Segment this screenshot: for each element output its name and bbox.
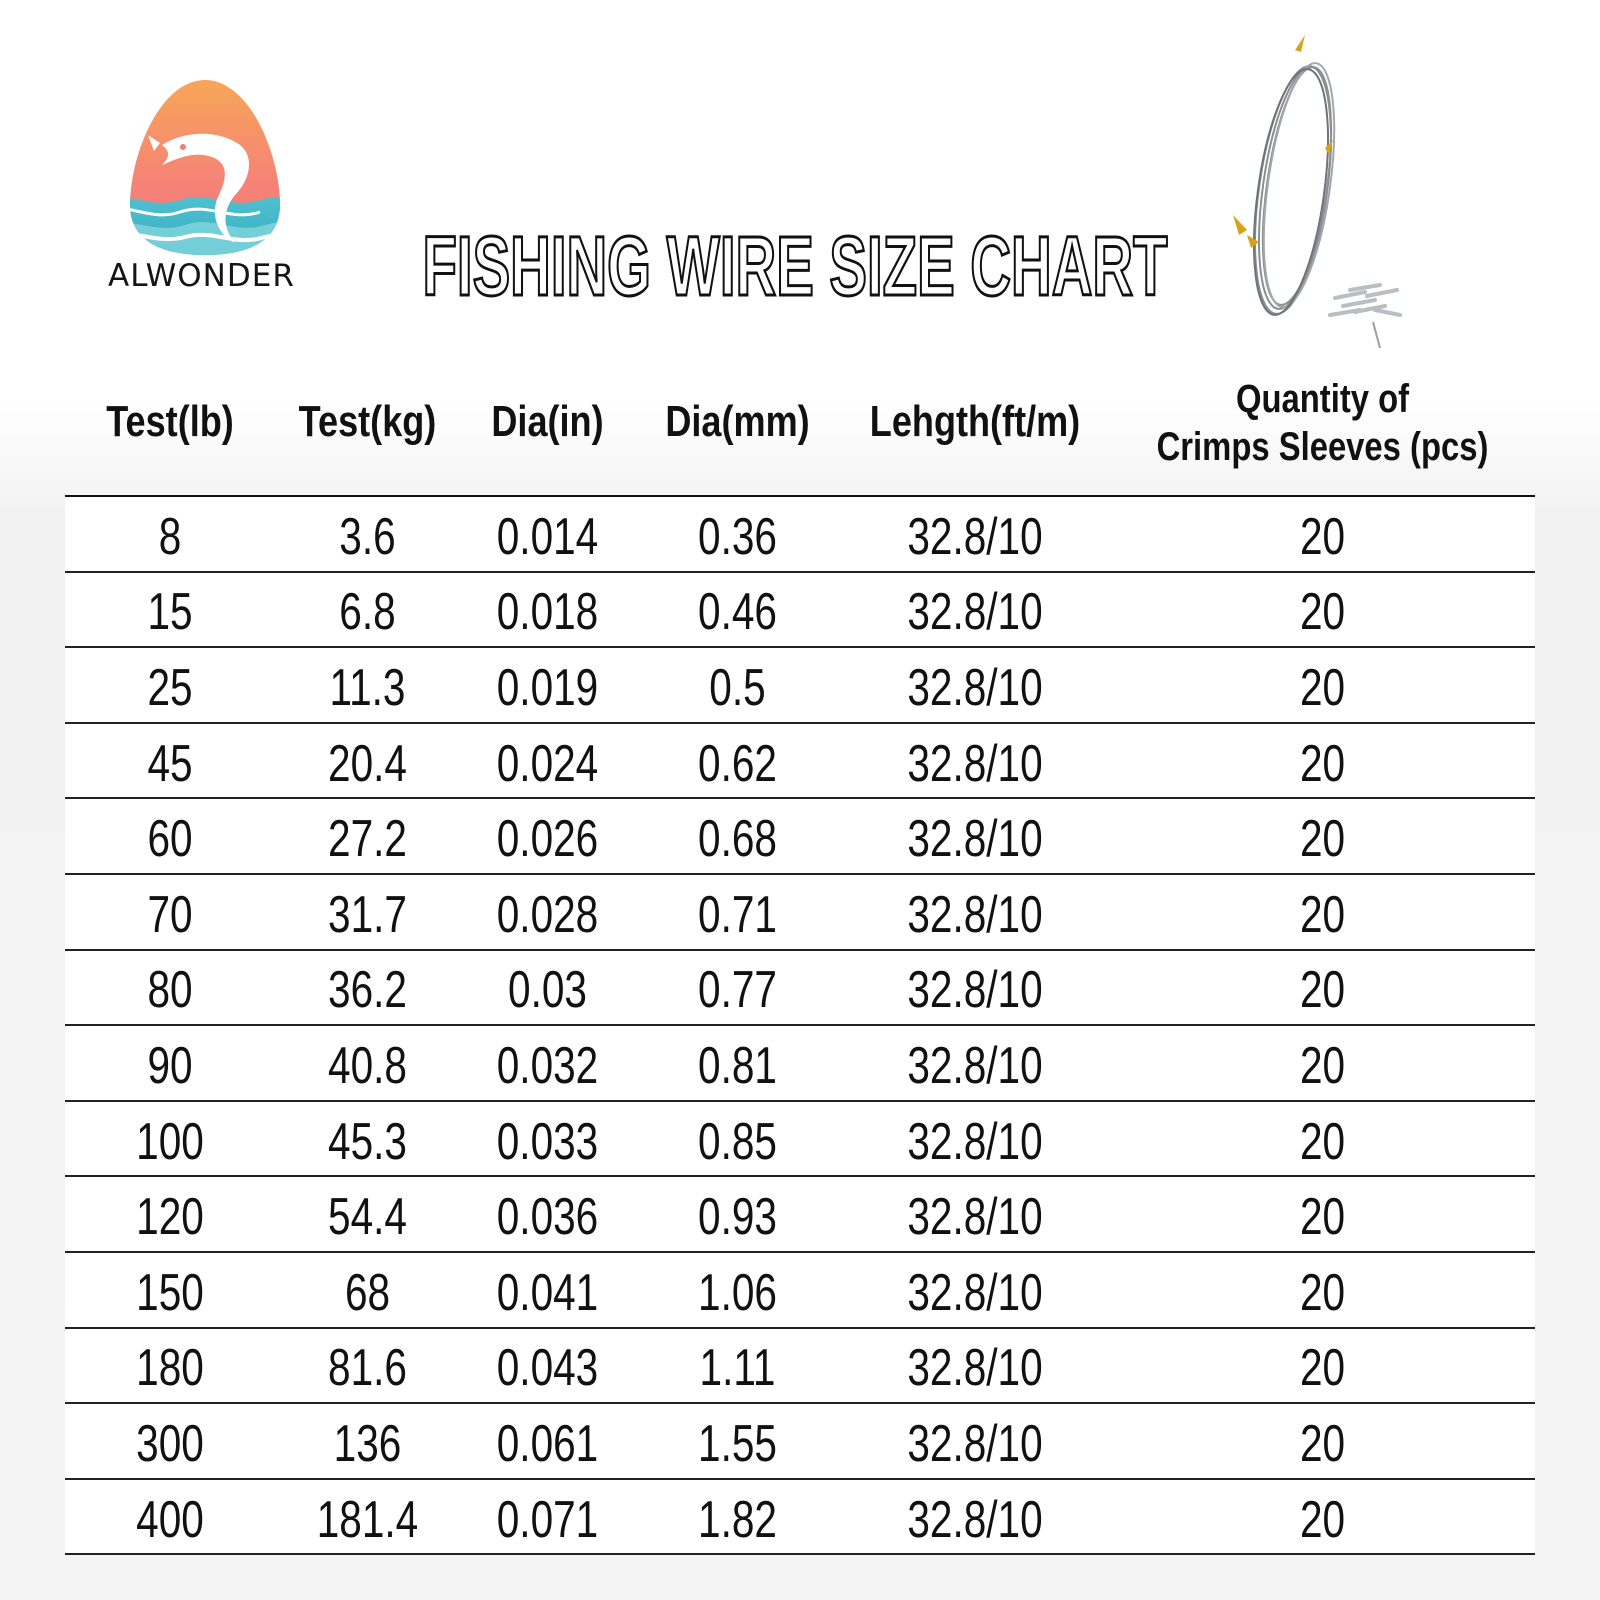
header-dia-mm: Dia(mm) bbox=[665, 397, 810, 447]
cell-test-kg: 36.2 bbox=[328, 961, 407, 1020]
table-row bbox=[65, 1329, 1535, 1405]
cell-length: 32.8/10 bbox=[907, 734, 1043, 793]
cell-test-kg: 27.2 bbox=[328, 810, 407, 869]
cell-test-kg: 3.6 bbox=[339, 507, 396, 566]
header-crimp-qty-line1: Quantity of bbox=[1235, 376, 1410, 421]
cell-crimp-qty: 20 bbox=[1299, 583, 1346, 642]
header-crimp-qty bbox=[1148, 350, 1497, 495]
cell-test-kg: 11.3 bbox=[329, 658, 406, 717]
cell-dia-mm: 0.71 bbox=[698, 885, 777, 944]
table-row bbox=[65, 951, 1535, 1027]
table-row bbox=[65, 1102, 1535, 1178]
cell-test-lb: 400 bbox=[136, 1490, 204, 1549]
cell-test-kg: 136 bbox=[333, 1414, 402, 1473]
cell-length: 32.8/10 bbox=[907, 1263, 1043, 1322]
cell-dia-mm: 1.06 bbox=[698, 1263, 777, 1322]
cell-dia-in: 0.032 bbox=[496, 1036, 599, 1095]
cell-dia-mm: 0.81 bbox=[698, 1036, 777, 1095]
cell-test-lb: 150 bbox=[136, 1263, 204, 1322]
table-row bbox=[65, 1480, 1535, 1556]
cell-dia-in: 0.026 bbox=[496, 810, 599, 869]
cell-test-lb: 300 bbox=[136, 1414, 204, 1473]
cell-test-lb: 80 bbox=[147, 961, 193, 1020]
cell-dia-mm: 0.62 bbox=[698, 734, 777, 793]
table-row bbox=[65, 648, 1535, 724]
cell-length: 32.8/10 bbox=[907, 885, 1043, 944]
cell-length: 32.8/10 bbox=[907, 1188, 1043, 1247]
cell-dia-mm: 0.46 bbox=[698, 583, 777, 642]
cell-test-kg: 20.4 bbox=[328, 734, 407, 793]
cell-test-lb: 100 bbox=[136, 1112, 204, 1171]
wire-coil-image bbox=[1235, 30, 1465, 340]
cell-crimp-qty: 20 bbox=[1299, 1490, 1346, 1549]
cell-dia-in: 0.041 bbox=[496, 1263, 599, 1322]
cell-dia-in: 0.014 bbox=[496, 507, 599, 566]
table-row bbox=[65, 1177, 1535, 1253]
cell-crimp-qty: 20 bbox=[1299, 1112, 1346, 1171]
cell-dia-mm: 0.36 bbox=[698, 507, 777, 566]
cell-dia-in: 0.061 bbox=[496, 1414, 599, 1473]
fish-logo-icon bbox=[100, 75, 310, 275]
cell-length: 32.8/10 bbox=[907, 658, 1043, 717]
cell-test-lb: 70 bbox=[147, 885, 193, 944]
cell-test-lb: 45 bbox=[147, 734, 193, 793]
cell-test-lb: 180 bbox=[136, 1339, 204, 1398]
cell-crimp-qty: 20 bbox=[1299, 1036, 1346, 1095]
brand-name: ALWONDER bbox=[108, 258, 295, 294]
cell-test-kg: 54.4 bbox=[328, 1188, 407, 1247]
cell-dia-mm: 1.55 bbox=[698, 1414, 777, 1473]
cell-dia-mm: 1.11 bbox=[699, 1339, 776, 1398]
cell-dia-in: 0.033 bbox=[496, 1112, 599, 1171]
cell-test-lb: 60 bbox=[147, 810, 193, 869]
table-row bbox=[65, 724, 1535, 800]
cell-dia-mm: 1.82 bbox=[698, 1490, 777, 1549]
cell-length: 32.8/10 bbox=[907, 583, 1043, 642]
page-title bbox=[405, 210, 1185, 320]
cell-dia-mm: 0.77 bbox=[698, 961, 777, 1020]
cell-test-kg: 31.7 bbox=[328, 885, 407, 944]
table-row bbox=[65, 799, 1535, 875]
size-chart-table bbox=[65, 350, 1535, 1555]
table-row bbox=[65, 1026, 1535, 1102]
cell-crimp-qty: 20 bbox=[1299, 658, 1346, 717]
cell-test-kg: 40.8 bbox=[328, 1036, 407, 1095]
cell-dia-in: 0.028 bbox=[496, 885, 599, 944]
cell-crimp-qty: 20 bbox=[1299, 1188, 1346, 1247]
cell-crimp-qty: 20 bbox=[1299, 810, 1346, 869]
cell-dia-in: 0.043 bbox=[496, 1339, 599, 1398]
cell-test-lb: 8 bbox=[158, 507, 182, 566]
cell-length: 32.8/10 bbox=[907, 1036, 1043, 1095]
cell-length: 32.8/10 bbox=[907, 1414, 1043, 1473]
table-row bbox=[65, 497, 1535, 573]
cell-test-lb: 120 bbox=[136, 1188, 204, 1247]
header-test-kg: Test(kg) bbox=[298, 397, 437, 447]
cell-test-kg: 68 bbox=[344, 1263, 391, 1322]
cell-length: 32.8/10 bbox=[907, 810, 1043, 869]
table-row bbox=[65, 573, 1535, 649]
cell-crimp-qty: 20 bbox=[1299, 1339, 1346, 1398]
cell-length: 32.8/10 bbox=[907, 507, 1043, 566]
cell-dia-in: 0.03 bbox=[508, 961, 587, 1020]
cell-dia-in: 0.018 bbox=[496, 583, 599, 642]
header-crimp-qty-line2: Crimps Sleeves (pcs) bbox=[1156, 424, 1489, 469]
cell-dia-in: 0.024 bbox=[496, 734, 599, 793]
cell-length: 32.8/10 bbox=[907, 961, 1043, 1020]
cell-test-kg: 45.3 bbox=[328, 1112, 407, 1171]
cell-test-kg: 6.8 bbox=[339, 583, 396, 642]
cell-crimp-qty: 20 bbox=[1299, 734, 1346, 793]
cell-length: 32.8/10 bbox=[907, 1490, 1043, 1549]
header-dia-in: Dia(in) bbox=[491, 397, 604, 447]
cell-dia-mm: 0.5 bbox=[709, 658, 766, 717]
cell-dia-in: 0.071 bbox=[496, 1490, 599, 1549]
cell-dia-mm: 0.85 bbox=[698, 1112, 777, 1171]
cell-crimp-qty: 20 bbox=[1299, 1414, 1346, 1473]
table-row bbox=[65, 1253, 1535, 1329]
cell-test-lb: 25 bbox=[147, 658, 193, 717]
table-row bbox=[65, 875, 1535, 951]
cell-crimp-qty: 20 bbox=[1299, 507, 1346, 566]
cell-dia-in: 0.019 bbox=[496, 658, 599, 717]
cell-dia-in: 0.036 bbox=[496, 1188, 599, 1247]
chart-title: FISHING WIRE SIZE CHART bbox=[422, 219, 1168, 313]
cell-crimp-qty: 20 bbox=[1299, 961, 1346, 1020]
cell-test-kg: 181.4 bbox=[316, 1490, 419, 1549]
table-body bbox=[65, 497, 1535, 1555]
cell-test-lb: 90 bbox=[147, 1036, 193, 1095]
cell-length: 32.8/10 bbox=[907, 1339, 1043, 1398]
cell-test-kg: 81.6 bbox=[328, 1339, 407, 1398]
cell-length: 32.8/10 bbox=[907, 1112, 1043, 1171]
cell-dia-mm: 0.68 bbox=[698, 810, 777, 869]
cell-dia-mm: 0.93 bbox=[698, 1188, 777, 1247]
header-test-lb: Test(lb) bbox=[106, 397, 234, 447]
cell-crimp-qty: 20 bbox=[1299, 1263, 1346, 1322]
cell-crimp-qty: 20 bbox=[1299, 885, 1346, 944]
cell-test-lb: 15 bbox=[147, 583, 193, 642]
table-row bbox=[65, 1404, 1535, 1480]
table-header bbox=[65, 350, 1535, 497]
header-length: Lehgth(ft/m) bbox=[869, 397, 1081, 447]
